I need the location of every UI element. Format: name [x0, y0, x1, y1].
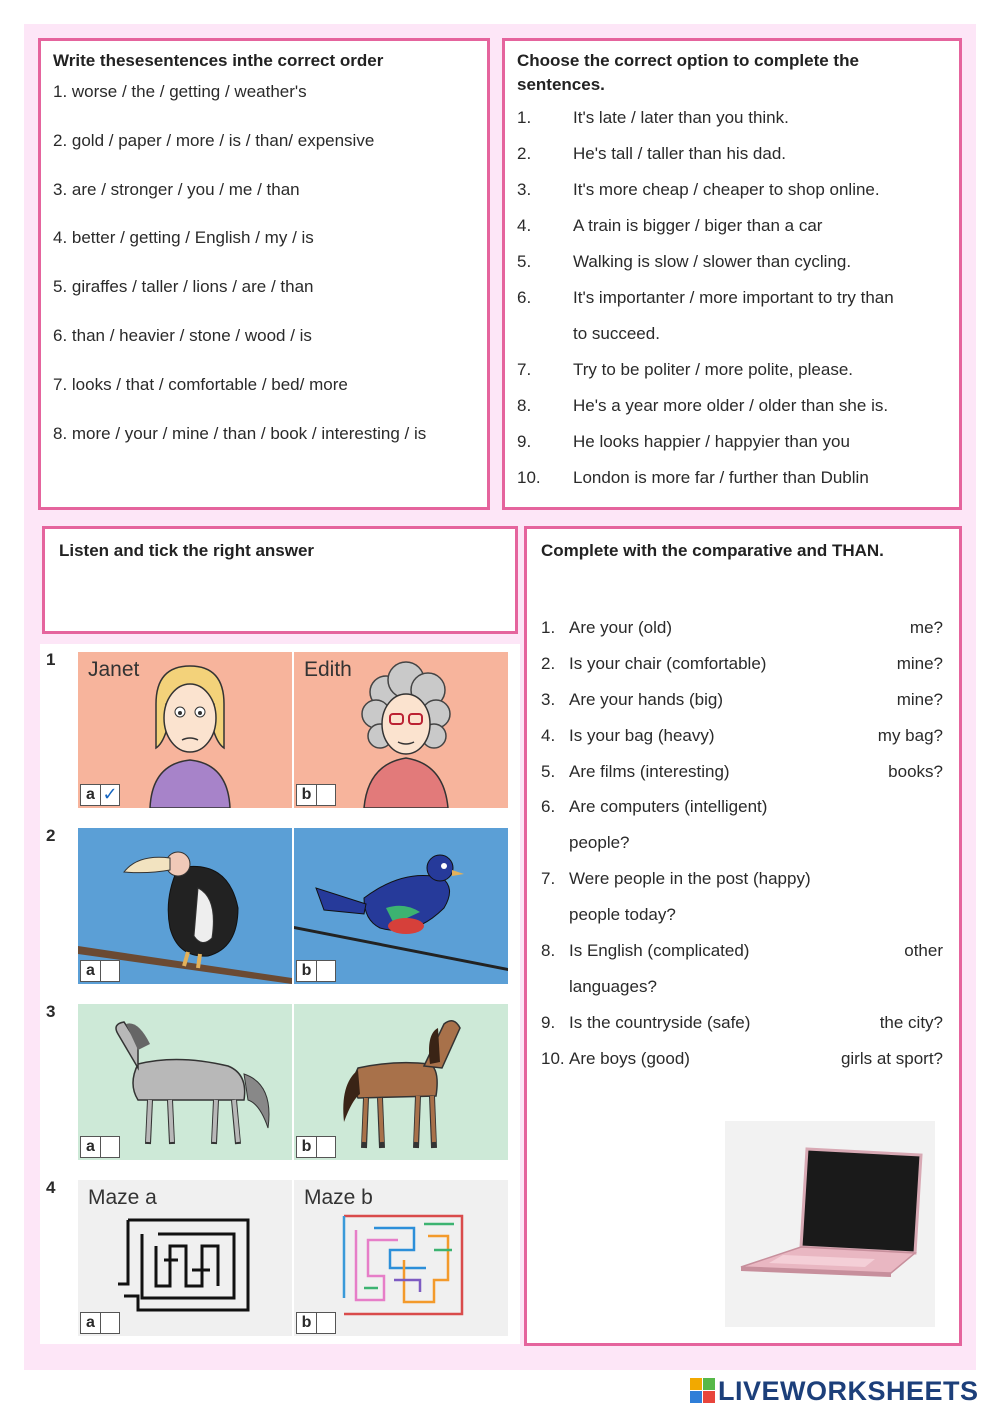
item-question: Is your bag (heavy): [569, 725, 715, 745]
option-letter: b: [297, 961, 317, 981]
item-ending: the city?: [879, 1012, 943, 1032]
row-number: 3: [46, 1002, 56, 1021]
option-letter: b: [297, 1137, 317, 1157]
answer-checkbox-3a[interactable]: [80, 1136, 120, 1158]
item-number: 6.: [517, 288, 532, 307]
check-mark: [317, 1137, 335, 1157]
item-question: languages?: [569, 976, 657, 996]
item-number: 3.: [541, 689, 556, 709]
item-text: London is more far / further than Dublin: [573, 468, 869, 487]
item-number: 2.: [517, 144, 532, 163]
check-mark: [101, 1137, 119, 1157]
picture-edith: [294, 652, 508, 808]
item-text: It's late / later than you think.: [573, 108, 789, 127]
list-item: [517, 251, 947, 287]
list-item: [517, 215, 947, 251]
list-item: 7. looks / that / comfortable / bed/ more: [53, 374, 348, 394]
brand-name: LIVEWORKSHEETS: [718, 1375, 979, 1406]
item-question: Is your chair (comfortable): [569, 653, 767, 673]
item-number: 5.: [541, 761, 556, 781]
picture-brown-horse: [294, 1004, 508, 1160]
item-question: people?: [569, 833, 630, 853]
item-ending: mine?: [896, 689, 943, 709]
row-number: 4: [46, 1178, 56, 1197]
answer-checkbox-1a[interactable]: [80, 784, 120, 806]
list-item: [541, 832, 945, 868]
item-question: Are computers (intelligent): [569, 797, 768, 817]
choose-title-line1: Choose the correct option to complete the: [517, 51, 859, 70]
option-letter: a: [81, 961, 101, 981]
option-letter: a: [81, 1313, 101, 1333]
item-text: It's more cheap / cheaper to shop online.: [573, 180, 880, 199]
name-label: Edith: [304, 658, 352, 681]
item-text: It's importanter / more important to try than: [573, 288, 894, 307]
item-number: 1.: [541, 618, 556, 637]
list-item: [517, 359, 947, 395]
picture-janet: [78, 652, 292, 808]
answer-checkbox-3b[interactable]: [296, 1136, 336, 1158]
option-letter: a: [81, 1137, 101, 1157]
comparative-title: Complete with the comparative and THAN.: [541, 541, 884, 560]
worksheet: [24, 24, 976, 1370]
check-mark: [101, 961, 119, 981]
list-item: 6. than / heavier / stone / wood / is: [53, 325, 312, 345]
list-item: [517, 287, 947, 323]
item-question: Are films (interesting): [569, 761, 730, 781]
answer-checkbox-2b[interactable]: [296, 960, 336, 982]
row-number: 2: [46, 826, 56, 845]
item-question: Are your (old): [569, 618, 672, 637]
listen-section: [42, 526, 518, 634]
option-letter: a: [81, 785, 101, 805]
item-question: Is the countryside (safe): [569, 1012, 751, 1032]
brand-logo: [690, 1376, 990, 1406]
item-number: 9.: [517, 432, 532, 451]
item-question: Are your hands (big): [569, 689, 724, 709]
name-label: Maze b: [304, 1186, 373, 1209]
item-ending: mine?: [896, 653, 943, 673]
comparative-list: [541, 617, 945, 1084]
answer-checkbox-4b[interactable]: [296, 1312, 336, 1334]
answer-checkbox-1b[interactable]: [296, 784, 336, 806]
list-item: [541, 617, 945, 653]
picture-bird: [294, 828, 508, 984]
list-item: [541, 1012, 945, 1048]
list-item: [541, 976, 945, 1012]
list-item: [517, 143, 947, 179]
list-item: [541, 940, 945, 976]
item-number: 8.: [541, 941, 556, 961]
item-number: 8.: [517, 396, 532, 415]
list-item: 8. more / your / mine / than / book / interesting / is: [53, 423, 427, 443]
list-item: 2. gold / paper / more / is / than/ expensive: [53, 130, 375, 150]
picture-maze-a: [78, 1180, 292, 1336]
list-item: [541, 653, 945, 689]
listen-title: Listen and tick the right answer: [59, 541, 315, 560]
reorder-section: [38, 38, 490, 510]
list-item: 5. giraffes / taller / lions / are / than: [53, 277, 314, 297]
item-number: 7.: [541, 869, 556, 889]
name-label: Janet: [88, 658, 140, 681]
item-text: He's a year more older / older than she is.: [573, 396, 889, 415]
list-item: [517, 467, 947, 503]
item-ending: my bag?: [877, 725, 943, 745]
item-ending: other: [904, 941, 943, 961]
choose-title-line2: sentences.: [517, 75, 605, 94]
name-label: Maze a: [88, 1186, 157, 1209]
item-number: 3.: [517, 180, 532, 199]
check-mark: [101, 1313, 119, 1333]
picture-maze-b: [294, 1180, 508, 1336]
list-item: [541, 796, 945, 832]
check-mark: [317, 785, 335, 805]
answer-checkbox-4a[interactable]: [80, 1312, 120, 1334]
item-number: 9.: [541, 1012, 556, 1032]
item-question: people today?: [569, 905, 676, 925]
item-number: 10.: [517, 468, 541, 487]
item-number: [517, 323, 573, 359]
item-ending: books?: [888, 761, 943, 781]
list-item: [517, 431, 947, 467]
item-text: Walking is slow / slower than cycling.: [573, 252, 852, 271]
check-mark: [317, 1313, 335, 1333]
check-mark: ✓: [102, 784, 118, 804]
item-text: He looks happier / happyier than you: [573, 432, 850, 451]
item-number: 2.: [541, 653, 556, 673]
check-mark: [317, 961, 335, 981]
list-item: [541, 689, 945, 725]
option-letter: b: [297, 785, 317, 805]
item-text: Try to be politer / more polite, please.: [573, 360, 854, 379]
choose-option-section: [502, 38, 962, 510]
item-question: Is English (complicated): [569, 941, 750, 961]
item-number: 10.: [541, 1048, 565, 1068]
list-item: 4. better / getting / English / my / is: [53, 228, 314, 248]
list-item: [541, 1048, 945, 1084]
comparative-section: [524, 526, 962, 1346]
reorder-title: Write thesesentences inthe correct order: [53, 51, 384, 70]
list-item: [541, 725, 945, 761]
item-text: to succeed.: [573, 324, 660, 343]
choose-list: [517, 107, 947, 503]
item-ending: girls at sport?: [840, 1048, 943, 1068]
item-number: 5.: [517, 252, 532, 271]
list-item: [541, 904, 945, 940]
list-item: 1. worse / the / getting / weather's: [53, 82, 307, 101]
list-item: [541, 761, 945, 797]
listen-pictures: [40, 644, 520, 1344]
item-question: Are boys (good): [569, 1048, 690, 1068]
list-item: [517, 107, 947, 143]
logo-badge-icon: [690, 1378, 716, 1404]
item-number: 1.: [517, 108, 532, 127]
list-item: [517, 395, 947, 431]
option-letter: b: [297, 1313, 317, 1333]
item-text: He's tall / taller than his dad.: [573, 144, 787, 163]
list-item: [541, 868, 945, 904]
picture-grey-horse: [78, 1004, 292, 1160]
item-question: Were people in the post (happy): [569, 869, 811, 889]
list-item: [517, 323, 947, 359]
reorder-list: [53, 81, 475, 471]
item-number: 4.: [517, 216, 532, 235]
item-number: 4.: [541, 725, 556, 745]
item-number: 7.: [517, 360, 532, 379]
picture-vulture: [78, 828, 292, 984]
row-number: 1: [46, 650, 56, 669]
item-text: A train is bigger / biger than a car: [573, 216, 823, 235]
answer-checkbox-2a[interactable]: [80, 960, 120, 982]
laptop-image: [725, 1121, 935, 1327]
list-item: [517, 179, 947, 215]
item-number: 6.: [541, 797, 556, 817]
list-item: 3. are / stronger / you / me / than: [53, 179, 300, 199]
item-ending: me?: [909, 618, 943, 637]
